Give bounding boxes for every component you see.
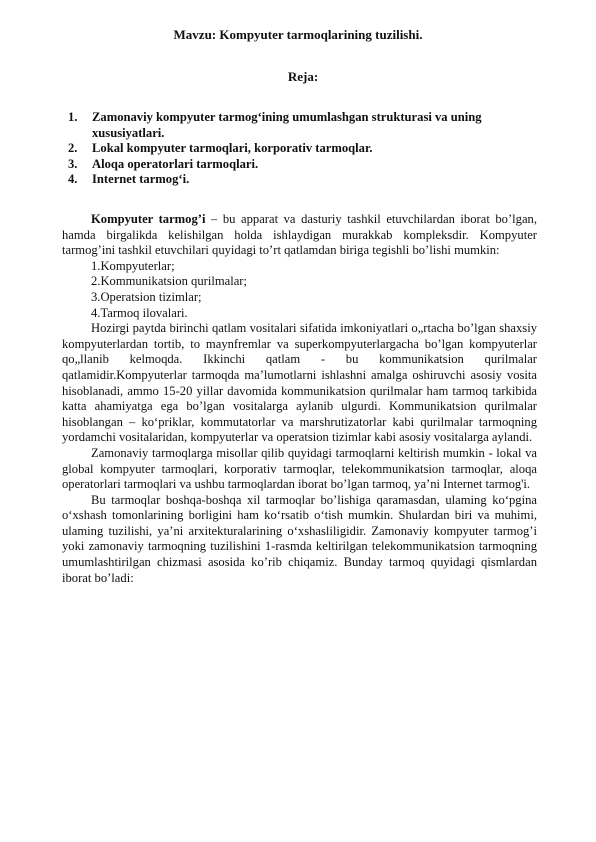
paragraph: Zamonaviy tarmoqlarga misollar qilib quyidagi tarmoqlarni keltirish mumkin - lokal va global kompyuter tarmoqlari, korporativ tarmoqlar, telekommunikatsion tarmoqlar, aloqa operatorlari tarmoqlari va ushbu tarmoqlardan iborat bo’lgan tarmoq, ya’ni Internet tarmog'i.: [62, 445, 537, 492]
plan-item-number: 4.: [68, 172, 78, 187]
plan-item-number: 2.: [68, 141, 78, 156]
paragraph: Hozirgi paytda birinchi qatlam vositalari sifatida imkoniyatlari o„rtacha bo’lgan shaxsiy kompyuterlardan tortib, to maynfremlar va superkompyuterlargacha bo’lgan kompyuterlar qo„llanib kelmoqda. Ikkinchi qatlam - bu kommunikatsion qurilmalar qatlamidir.Kompyuterlar tarmoqda ma’lumotlarni ishlashni amalga oshiruvchi asosiy vosita hisoblanadi, ammo 15-20 yillar davomida kommunikatsion qurilmalar ham tarmoq tarkibida katta ahamiyatga ega bo’lgan vositalarga aylanib ulgurdi. Kommunikatsion qurilmalar hisoblangan – ko‘priklar, kommutatorlar va marshrutizatorlar kabi qurilmalar tarmoqning yordamchi vositalaridan, kompyuterlar va operatsion tizimlar kabi asosiy vositalarga aylandi.: [62, 321, 537, 445]
plan-heading: Reja:: [287, 69, 319, 84]
defined-term: Kompyuter tarmog’i: [91, 212, 206, 226]
layer-item: 4.Tarmoq ilovalari.: [91, 305, 188, 320]
plan-item-text: Aloqa operatorlari tarmoqlari.: [92, 156, 259, 171]
plan-item: [68, 172, 538, 188]
layer-item: 1.Kompyuterlar;: [91, 258, 175, 273]
layer-item: 2.Kommunikatsion qurilmalar;: [91, 274, 248, 289]
plan-list: [68, 110, 538, 188]
layer-item: 3.Operatsion tizimlar;: [91, 289, 202, 304]
body-text: [62, 212, 537, 586]
paragraph-definition: [62, 212, 537, 259]
plan-item-number: 3.: [68, 156, 78, 171]
plan-item-text: Lokal kompyuter tarmoqlari, korporativ tarmoqlar.: [92, 141, 373, 156]
plan-item: [68, 157, 538, 173]
plan-item: [68, 141, 538, 157]
paragraph: Bu tarmoqlar boshqa-boshqa xil tarmoqlar bo’lishiga qaramasdan, ulaming ko‘pgina o‘xshash tomonlarining borligini ham ko‘rsatib o‘tish mumkin. Shulardan biri va muhimi, ulaming tuzilishi, ya’ni arxitekturalarining o‘xshasliligidir. Zamonaviy kompyuter tarmog’i yoki zamonaviy tarmoqning tuzilishini 1-rasmda keltirilgan telekommunikatsion tarmoqning umumlashtirilgan chizmasi asosida ko’rib chiqamiz. Bunday tarmoq quyidagi qismlardan iborat bo’ladi:: [62, 492, 537, 585]
plan-item-text: Internet tarmog‘i.: [92, 172, 190, 187]
definition-text: – bu apparat va dasturiy tashkil etuvchilardan iborat bo’lgan, hamda birgalikda kelishilgan holda ishlaydigan murakkab kompleksdir. Kompyuter tarmog’ini tashkil etuvchilari quyidagi to’rt qatlamdan biriga tegishli bo’lishi mumkin:: [62, 212, 537, 258]
plan-item: [68, 110, 538, 141]
plan-item-text: Zamonaviy kompyuter tarmog‘ining umumlashgan strukturasi va uning xususiyatlari.: [92, 110, 482, 140]
plan-item-number: 1.: [68, 110, 78, 124]
page-title: Mavzu: Kompyuter tarmoqlarining tuzilishi.: [173, 27, 423, 42]
